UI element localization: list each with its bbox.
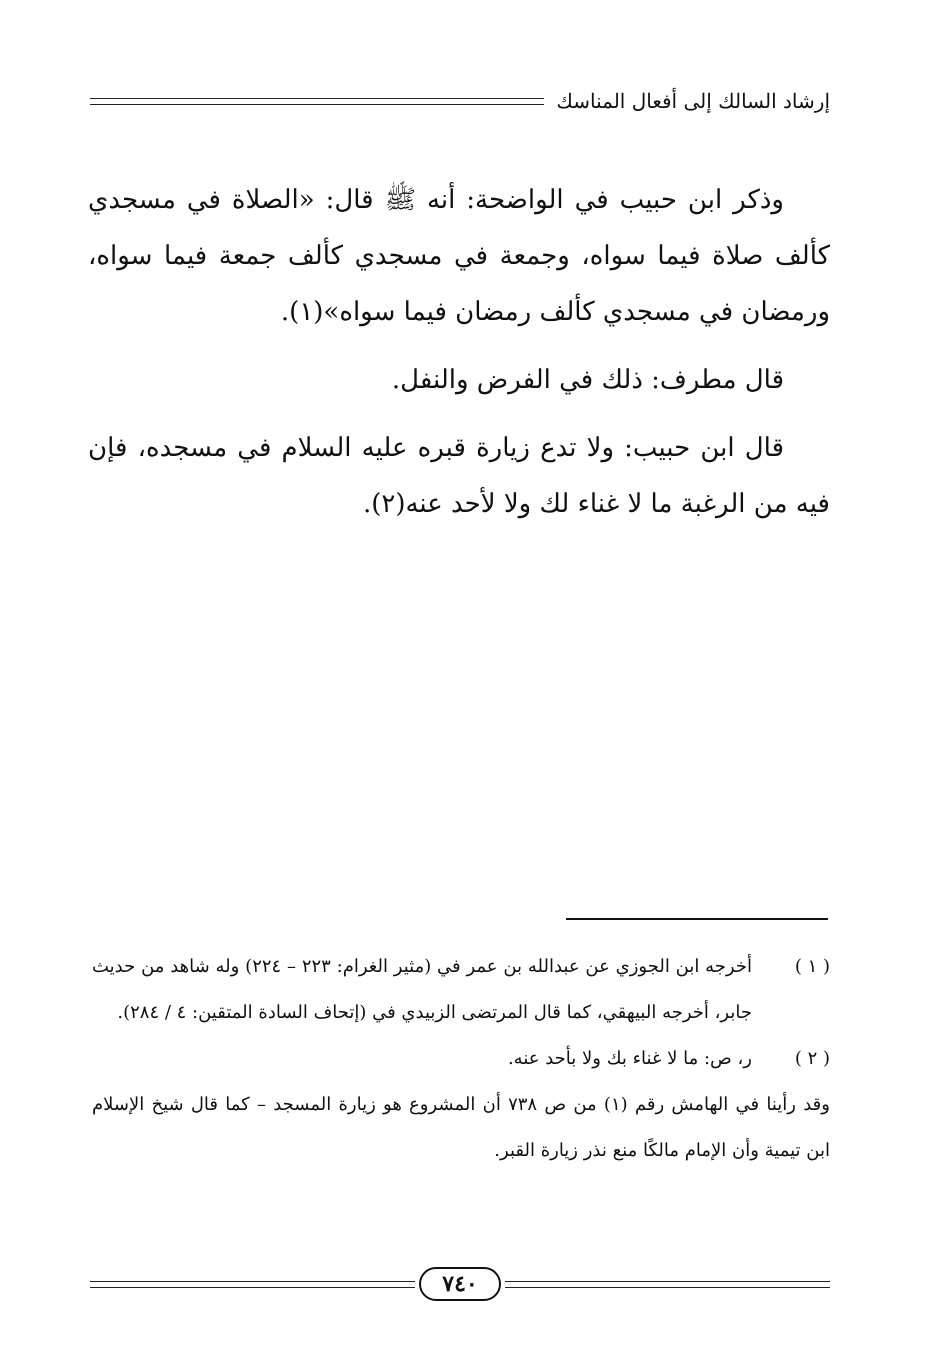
footnote-separator [566, 918, 828, 920]
footnote-continuation-text: وقد رأينا في الهامش رقم (١) من ص ٧٣٨ أن المشروع هو زيارة المسجد – كما قال شيخ الإسلام ابن تيمية وأن الإمام مالكًا منع نذر زيارة القبر. [92, 1094, 830, 1161]
footnote-number: ( ٢ ) [794, 1048, 830, 1069]
paragraph: قال مطرف: ذلك في الفرض والنفل. [391, 365, 784, 395]
header-title: إرشاد السالك إلى أفعال المناسك [556, 89, 830, 113]
footnote-number: ( ١ ) [794, 956, 830, 977]
footnote-text: ر، ص: ما لا غناء بك ولا بأحد عنه. [507, 1048, 752, 1069]
footnotes [92, 944, 830, 1174]
paragraph: قال ابن حبيب: ولا تدع زيارة قبره عليه السلام في مسجده، فإن فيه من الرغبة ما لا غناء لك ولا لأحد عنه(٢). [88, 433, 830, 519]
footnote-text: أخرجه ابن الجوزي عن عبدالله بن عمر في (مثير الغرام: ٢٢٣ – ٢٢٤) وله شاهد من حديث جابر، أخرجه البيهقي، كما قال المرتضى الزبيدي في (إتحاف السادة المتقين: ٤ / ٢٨٤). [92, 956, 752, 1023]
running-header [90, 86, 830, 116]
paragraph: وذكر ابن حبيب في الواضحة: أنه ﷺ قال: «الصلاة في مسجدي كألف صلاة فيما سواه، وجمعة في مسجدي كألف جمعة فيما سواه، ورمضان في مسجدي كألف رمضان فيما سواه»(١). [88, 185, 830, 327]
footer-rule-left [90, 1281, 415, 1288]
main-text [88, 172, 830, 544]
page-footer [90, 1264, 830, 1304]
header-double-rule [90, 98, 544, 105]
page-number: ٧٤٠ [419, 1267, 501, 1301]
footnote-continuation [92, 1082, 830, 1174]
footnote [92, 944, 830, 1036]
footnote [92, 1036, 830, 1082]
footer-rule-right [505, 1281, 830, 1288]
